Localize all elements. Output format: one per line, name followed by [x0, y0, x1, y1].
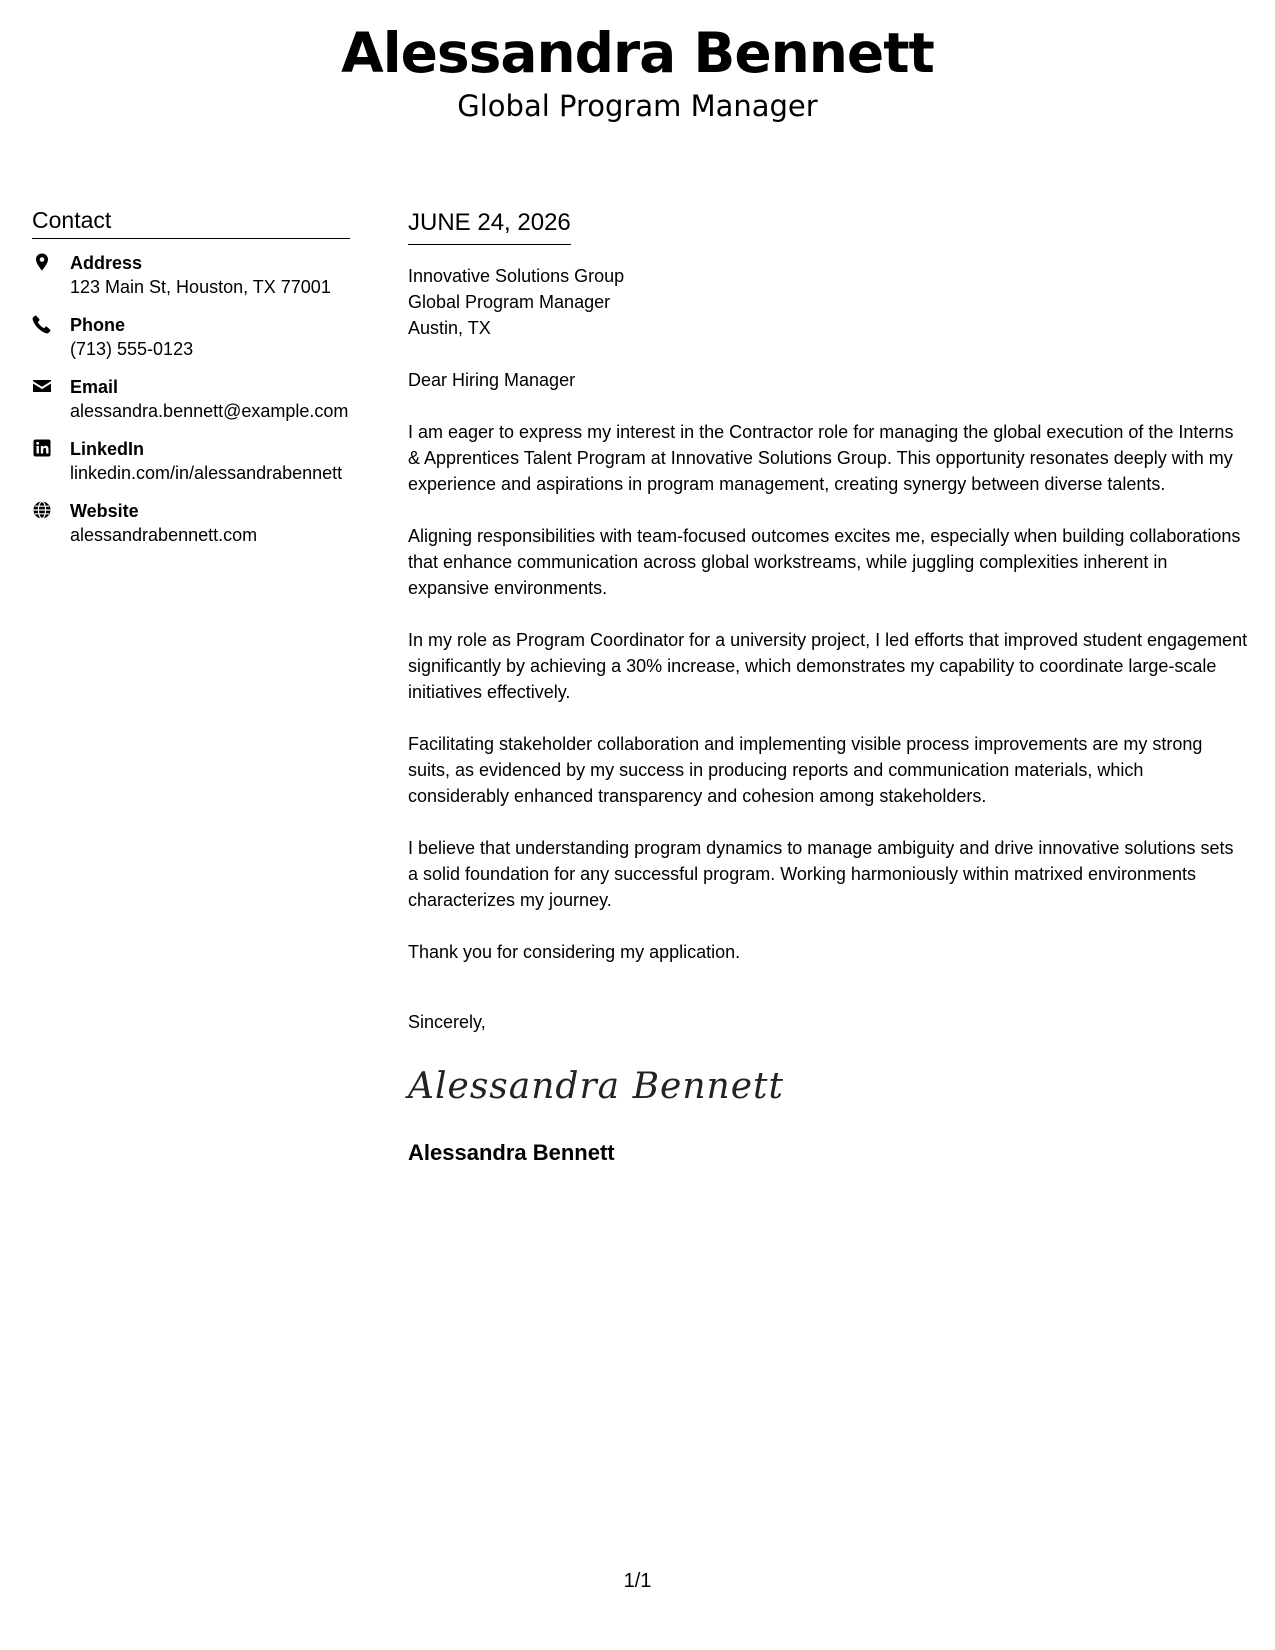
- body-paragraph: Aligning responsibilities with team-focused outcomes excites me, especially when building collaborations that enhance communication across global workstreams, while juggling complexities inherent in expansive environments.: [408, 526, 1241, 598]
- phone-value: (713) 555-0123: [70, 339, 194, 359]
- body-paragraph: In my role as Program Coordinator for a university project, I led efforts that improved student engagement significantly by achieving a 30% increase, which demonstrates my capability to coordinate large-scale initiatives effectively.: [408, 630, 1248, 702]
- contact-heading: Contact: [32, 206, 350, 239]
- contact-sidebar: [32, 206, 350, 561]
- globe-icon: [32, 500, 52, 520]
- signature-text: Alessandra Bennett: [408, 1066, 784, 1107]
- phone-icon: [32, 314, 52, 334]
- letter-header: [0, 18, 1275, 124]
- body-paragraph: Thank you for considering my application.: [408, 942, 741, 962]
- envelope-icon: [32, 376, 52, 396]
- contact-item-linkedin: [32, 437, 350, 485]
- contact-item-email: [32, 375, 350, 423]
- applicant-name: Alessandra Bennett: [341, 21, 934, 85]
- page-number: 1/1: [623, 1570, 652, 1592]
- salutation: Dear Hiring Manager: [408, 370, 576, 390]
- body-paragraph: I am eager to express my interest in the Contractor role for managing the global execution of the Interns & Apprentices Talent Program at Innovative Solutions Group. This opportunity resonates deeply with my experience and aspirations in program management, creating synergy between diverse talents.: [408, 422, 1234, 494]
- body-paragraph: Facilitating stakeholder collaboration and implementing visible process improvements are my strong suits, as evidenced by my success in producing reports and communication materials, which considerably enhanced transparency and cohesion among stakeholders.: [408, 734, 1203, 806]
- contact-item-address: [32, 251, 350, 299]
- contact-label: Email: [70, 377, 119, 397]
- recipient-position: Global Program Manager: [408, 292, 611, 312]
- contact-label: LinkedIn: [70, 439, 145, 459]
- applicant-title: Global Program Manager: [457, 89, 818, 123]
- recipient-company: Innovative Solutions Group: [408, 266, 625, 286]
- body-paragraph: I believe that understanding program dynamics to manage ambiguity and drive innovative solutions sets a solid foundation for any successful program. Working harmoniously within matrixed environments characterizes my journey.: [408, 838, 1234, 910]
- linkedin-icon: [32, 438, 52, 458]
- map-pin-icon: [32, 252, 52, 272]
- recipient-location: Austin, TX: [408, 318, 491, 338]
- linkedin-value[interactable]: linkedin.com/in/alessandrabennett: [70, 463, 343, 483]
- letter-date: JUNE 24, 2026: [408, 208, 571, 245]
- letter-body: [408, 208, 1248, 1167]
- email-value[interactable]: alessandra.bennett@example.com: [70, 401, 349, 421]
- contact-item-phone: [32, 313, 350, 361]
- recipient-block: [408, 263, 1248, 341]
- website-value[interactable]: alessandrabennett.com: [70, 525, 258, 545]
- contact-label: Phone: [70, 315, 126, 335]
- closing: Sincerely,: [408, 1012, 486, 1032]
- contact-label: Address: [70, 253, 143, 273]
- signer-name: Alessandra Bennett: [408, 1140, 615, 1165]
- contact-item-website: [32, 499, 350, 547]
- contact-label: Website: [70, 501, 139, 521]
- handwritten-signature: [408, 1057, 784, 1117]
- address-value: 123 Main St, Houston, TX 77001: [70, 277, 331, 297]
